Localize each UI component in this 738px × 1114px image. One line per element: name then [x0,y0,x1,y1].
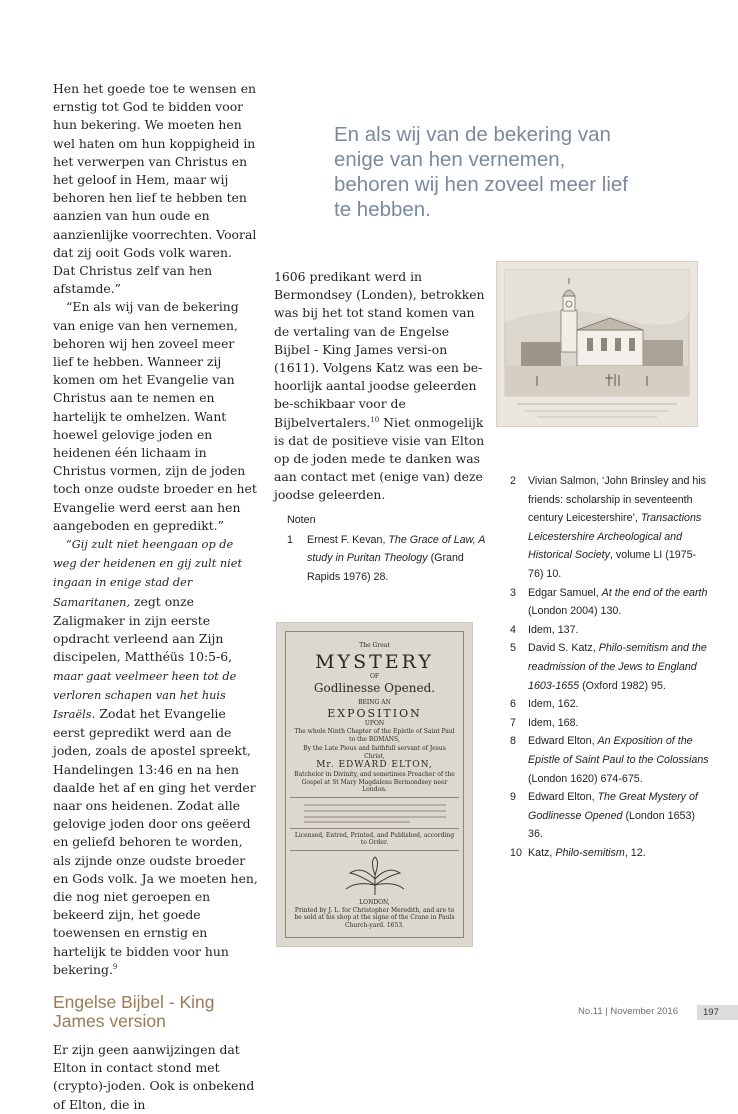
footnote-text [528,472,710,584]
footnote-text [528,639,710,695]
footnote-author: Idem, 168. [528,716,579,729]
quote-italic-2: maar gaat veelmeer heen tot de verloren schapen van het huis Israëls [53,669,237,721]
footnotes-list [510,472,710,862]
footnote-number: 2 [510,475,516,487]
footnote-number: 4 [510,623,516,636]
footnote-1 [287,531,487,587]
titlepage-line: OF [369,673,380,680]
footnote-item [510,584,710,621]
footnote-author: Edward Elton, [528,791,598,804]
footnote-text [528,621,710,640]
footnote-number: 7 [510,716,516,729]
footnote-text [528,695,710,714]
footnote-item [510,844,710,863]
footnote-number: 3 [510,586,516,599]
footnote-text [528,714,710,733]
titlepage-frame [285,631,464,938]
footnote-title: Philo-semitism [555,846,625,859]
book-titlepage-image [276,622,473,947]
titlepage-line: Licensed, Entred, Printed, and Published, according to Order. [294,831,455,846]
footnote-author: Idem, 162. [528,698,579,711]
titlepage-rule [290,828,459,829]
church-engraving-image [496,261,698,427]
column-2 [274,268,488,505]
footnote-ref-9[interactable]: 9 [112,962,118,971]
issue-number: No.11 [578,1006,603,1017]
titlepage-rule [290,850,459,851]
footnotes-block [287,511,487,586]
footnote-text [528,732,710,788]
titlepage-line: BEING AN [358,699,391,706]
footnote-number: 6 [510,698,516,711]
footnote-item [510,714,710,733]
issue-date: November 2016 [610,1006,679,1017]
footnote-text [307,531,487,587]
titlepage-line: UPON [364,720,385,727]
section-heading: Engelse Bijbel - King James version [53,991,215,1031]
titlepage-line: The Great [359,642,390,649]
footnote-title: The Great Mystery of Godlinesse Opened [528,791,698,822]
titlepage-author: Mr. EDWARD ELTON, [316,760,433,770]
paragraph-3-text-2: . Zodat het Evangelie eerst gepredikt werd aan de joden, zoals de apostel spreekt, Handelingen 13:46 en na hen daalde het af en ging het verder naar ons heidenen. Zodat alle gelovige joden door ons geëerd en geliefd behoren te worden, als zijnde onze oudste broeder en Gods volk. Ja we moeten hen, die nog niet geroepen en bekeerd zijn, het goede toewensen en ernstig en hartelijk te bidden voor hun bekering. [53,705,258,977]
footnote-source: , volume LI (1975-76) 10. [528,549,697,580]
footnote-author: Vivian Salmon, ‘John Brinsley and his friends: scholarship in seventeenth century Leicestershire’, [528,475,707,525]
footnote-title: An Exposition of the Epistle of Saint Paul to the Colossians [528,735,709,766]
footnote-text [528,788,710,844]
footer-separator: | [605,1006,608,1017]
titlepage-exposition: EXPOSITION [327,707,422,720]
footnote-author: Ernest F. Kevan, [307,533,389,546]
footnote-author: Katz, [528,846,556,859]
footnote-source: (London 1620) 674-675. [528,772,643,785]
footnote-item [510,788,710,844]
footnote-item [510,472,710,584]
footnote-author: Idem, 137. [528,623,579,636]
titlepage-imprint: Printed by J. L. for Christopher Meredith, and are to be sold at his shop at the signe of the Crane in Pauls Church-yard. 1653. [294,906,455,929]
footnote-number: 8 [510,735,516,748]
church-illustration [497,262,697,426]
titlepage-line: By the Late Pious and faithfull servant of Jesus Christ, [303,745,446,760]
footnote-source: (Grand Rapids 1976) 28. [307,552,464,583]
footnote-source: , 12. [624,846,646,859]
footnote-title: Transactions Leicestershire Archeological and Historical Society [528,512,702,562]
paragraph-3-text-1: zegt onze Zaligmaker in zijn eerste opdracht verleend aan Zijn discipelen, Matthéüs 10:5-6, [53,593,233,665]
paragraph-3 [53,535,258,979]
column-1 [53,80,258,1114]
footnote-source: (Oxford 1982) 95. [579,679,666,692]
footnote-author: Edward Elton, [528,735,598,748]
paragraph-5 [274,268,488,505]
paragraph-1: Hen het goede toe te wensen en ernstig tot God te bidden voor hun bekering. We moeten hen wel haten om hun koppigheid in het verwerpen van Christus en het geloof in Hem, maar wij behoren hen lief te hebben ten aanzien van hun oude en aanzienlijke voorrechten. Vooral dat zij ooit Gods volk waren. Dat Christus zelf van hen afstamde.” [53,81,257,297]
titlepage-city: LONDON, [359,898,390,906]
titlepage-line: The whole Ninth Chapter of the Epistle of Saint Paul to the ROMANS, [294,728,455,743]
footnote-text [528,844,710,863]
footnote-item [510,732,710,788]
page-number: 197 [697,1005,738,1020]
footnote-item [510,695,710,714]
footnote-source: (London 1653) 36. [528,809,695,841]
footnote-item [510,639,710,695]
notes-title: Noten [287,514,316,526]
footnote-title: The Grace of Law, A study in Puritan Theology [307,533,486,564]
titlepage-text-block [300,801,450,825]
footnote-number: 5 [510,642,516,655]
titlepage-subtitle: Godlinesse Opened. [313,681,436,695]
page-footer [578,1005,678,1019]
titlepage-rule [290,797,459,798]
footnote-title: Philo-semitism and the readmission of the Jews to England 1603-1655 [528,642,707,692]
titlepage-line: Batchelor in Divinity, and sometimes Preacher of the Gospel at St Mary Magdalens Bermondsey neer London. [294,771,455,793]
titlepage-title: MYSTERY [315,651,434,673]
footnote-number: 1 [287,533,293,546]
quote-italic-1: “Gij zult niet heengaan op de weg der heidenen en gij zult niet ingaan in enige stad der Samaritanen, [53,538,242,609]
footnote-title: At the end of the earth [601,586,708,599]
paragraph-2: “En als wij van de bekering van enige van hen vernemen, behoren wij hen zoveel meer lief te hebben. Wanneer zij komen om het Evangelie van Christus aan te nemen en hartelijk te omhelzen. Want hoewel gelovige joden en heidenen één lichaam in Christus vormen, zijn de joden toch onze oudste broeder en het Evangelie werd eerst aan hen aangeboden en gepredikt.” [53,299,257,533]
paragraph-4: Er zijn geen aanwijzingen dat Elton in contact stond met (crypto)-joden. Ook is onbekend of Elton, die in [53,1041,255,1112]
paragraph-5-text-2: Niet onmogelijk is dat de positieve visie van Elton op de joden mede te danken was aan contact met (enige van) deze joodse geleerden. [274,414,485,503]
footnote-text [528,584,710,621]
footnote-ref-10[interactable]: 10 [370,415,380,424]
paragraph-5-text: 1606 predikant werd in Bermondsey (Londen), betrokken was bij het tot stand komen van de vertaling van de Engelse Bijbel - King James versi-on (1611). Volgens Katz was een be-hoorlijk aantal joodse geleerden be-schikbaar voor de Bijbelvertalers. [274,269,485,430]
footnote-author: David S. Katz, [528,642,599,655]
footnote-item [510,621,710,640]
footnote-number: 9 [510,791,516,804]
printers-ornament-icon [340,855,410,897]
footnote-author: Edgar Samuel, [528,586,602,599]
footnote-number: 10 [510,846,522,859]
pull-quote: En als wij van de bekering van enige van hen vernemen, behoren wij hen zoveel meer lief te hebben. [334,123,628,221]
footnote-source: (London 2004) 130. [528,605,622,618]
